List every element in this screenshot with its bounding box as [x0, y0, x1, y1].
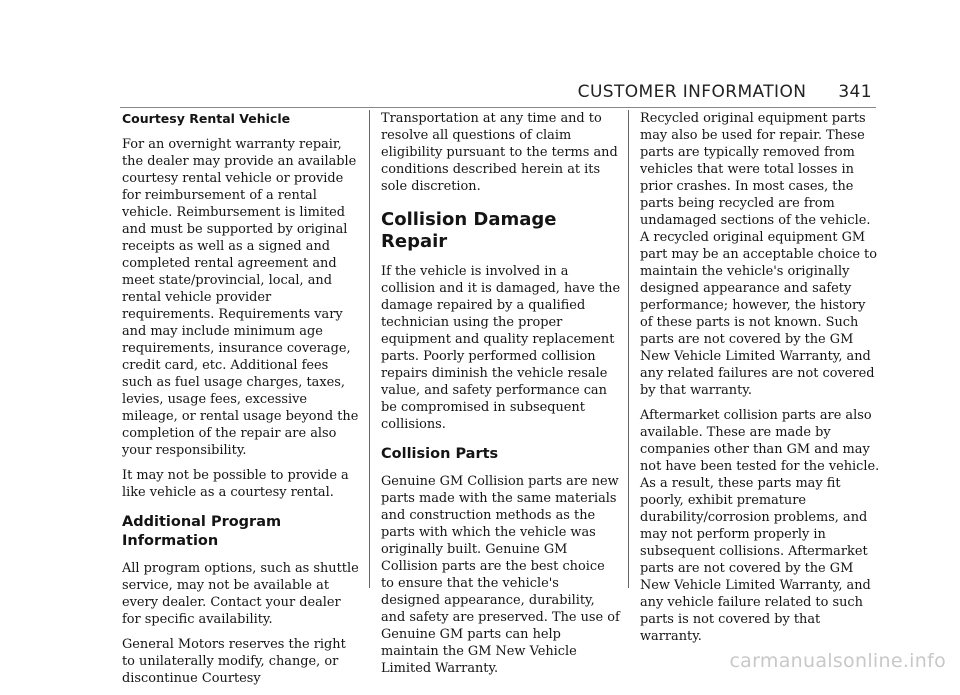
column-middle: [381, 110, 621, 685]
heading-collision-damage-repair: Collision Damage Repair: [381, 209, 557, 252]
heading-collision-parts: Collision Parts: [381, 446, 499, 462]
paragraph-recycled-parts: Recycled original equipment parts may also be used for repair. These parts are typically removed from vehicles that were total losses in prior crashes. In most cases, the parts being recycled are from undamaged sections of the vehicle. A recycled original equipment GM part may be an acceptable choice to maintain the vehicle's originally designed appearance and safety performance; however, the history of these parts is not known. Such parts are not covered by the GM New Vehicle Limited Warranty, and any related failures are not covered by that warranty.: [640, 111, 877, 398]
paragraph-gm-reserves: General Motors reserves the right to unilaterally modify, change, or discontinue Courtesy: [122, 637, 346, 686]
column-divider-1: [369, 110, 370, 588]
paragraph-collision-damage: If the vehicle is involved in a collision and it is damaged, have the damage repaired by a qualified technician using the proper equipment and quality replacement parts. Poorly performed collision repairs diminish the vehicle resale value, and safety performance can be compromised in subsequent collisions.: [381, 264, 621, 432]
column-right: [640, 110, 880, 653]
paragraph-transportation: Transportation at any time and to resolve all questions of claim eligibility pursuant to the terms and conditions described herein at its sole discretion.: [381, 111, 618, 194]
column-divider-2: [628, 110, 629, 588]
heading-courtesy-rental: Courtesy Rental Vehicle: [122, 111, 291, 126]
heading-additional-program: Additional Program Information: [122, 514, 282, 549]
paragraph-aftermarket-parts: Aftermarket collision parts are also available. These are made by companies other than GM and may not have been tested for the vehicle. As a result, these parts may fit poorly, exhibit premature durability/corrosion problems, and may not perform properly in subsequent collisions. Aftermarket parts are not covered by the GM New Vehicle Limited Warranty, and any vehicle failure related to such parts is not covered by that warranty.: [640, 408, 880, 644]
column-left: [122, 110, 362, 695]
section-title: CUSTOMER INFORMATION: [577, 82, 807, 102]
page-number: 341: [838, 82, 872, 102]
paragraph-program-options: All program options, such as shuttle service, may not be available at every dealer. Contact your dealer for specific availability.: [122, 561, 359, 627]
paragraph-genuine-parts: Genuine GM Collision parts are new parts made with the same materials and construction methods as the parts with which the vehicle was originally built. Genuine GM Collision parts are the best choice to ensure that the vehicle's designed appearance, durability, and safety are preserved. The use of Genuine GM parts can help maintain the GM New Vehicle Limited Warranty.: [381, 474, 620, 676]
watermark: carmanualsonline.info: [729, 650, 946, 672]
page-header: [578, 82, 872, 102]
paragraph-like-vehicle: It may not be possible to provide a like vehicle as a courtesy rental.: [122, 468, 349, 500]
paragraph-rental-terms: For an overnight warranty repair, the dealer may provide an available courtesy rental vehicle or provide for reimbursement of a rental vehicle. Reimbursement is limited and must be supported by original receipts as well as a signed and completed rental agreement and meet state/provincial, local, and rental vehicle provider requirements. Requirements vary and may include minimum age requirements, insurance coverage, credit card, etc. Additional fees such as fuel usage charges, taxes, levies, usage fees, excessive mileage, or rental usage beyond the completion of the repair are also your responsibility.: [122, 137, 359, 458]
header-rule: [120, 107, 876, 108]
